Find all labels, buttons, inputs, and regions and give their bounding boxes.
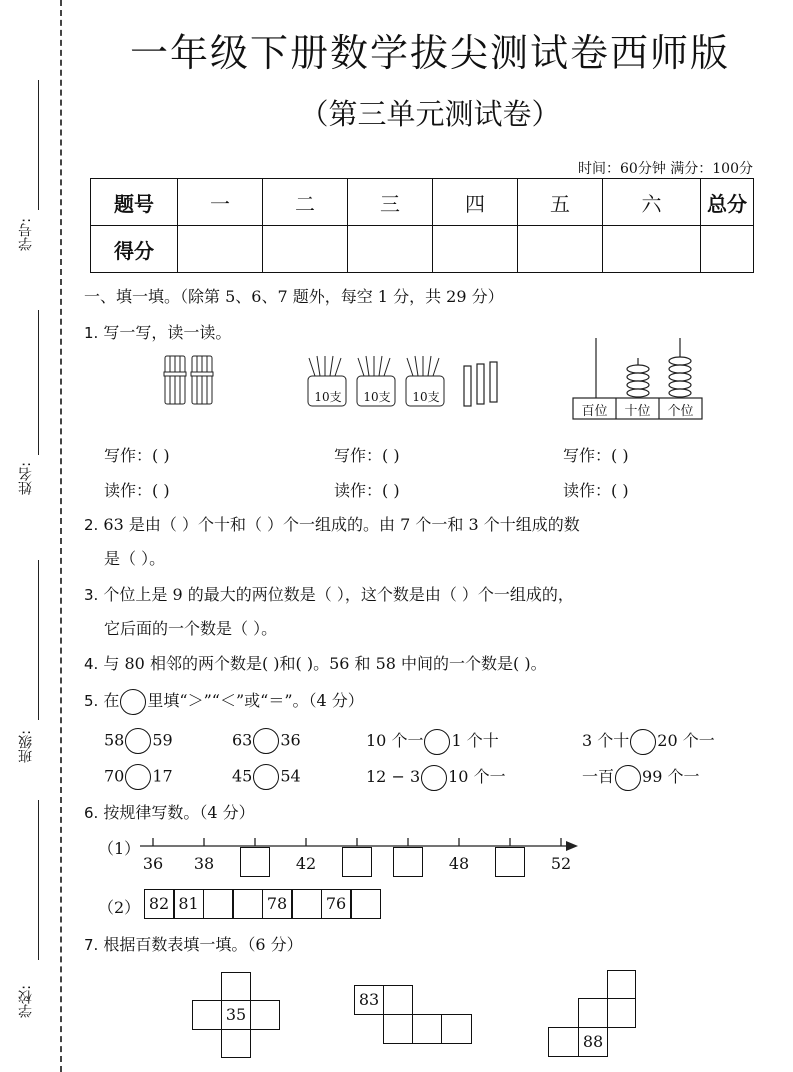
abacus-label: 百位 bbox=[581, 404, 608, 419]
grid-cell[interactable] bbox=[250, 1000, 280, 1030]
compare-circle[interactable] bbox=[125, 728, 151, 754]
grid-cell[interactable] bbox=[607, 998, 636, 1028]
grid-cell[interactable] bbox=[383, 985, 413, 1015]
grid-cell[interactable] bbox=[607, 970, 636, 999]
score-cell[interactable] bbox=[701, 226, 754, 273]
sequence-cell: 81 bbox=[174, 889, 204, 919]
part-label: （1） bbox=[98, 839, 141, 858]
compare-circle[interactable] bbox=[253, 728, 279, 754]
grid-cell[interactable] bbox=[192, 1000, 222, 1030]
name-label: 姓名: bbox=[18, 462, 34, 495]
compare-circle[interactable] bbox=[125, 764, 151, 790]
question-number: 1. bbox=[84, 324, 99, 342]
score-header-cell: 总分 bbox=[701, 179, 754, 226]
grid-cell[interactable] bbox=[221, 972, 251, 1001]
answer-box[interactable] bbox=[240, 847, 270, 877]
question-text: 个位上是 9 的最大的两位数是（ ），这个数是由（ ）个一组成的， bbox=[103, 585, 574, 604]
score-row bbox=[91, 226, 754, 273]
score-header-cell: 五 bbox=[518, 179, 603, 226]
question-number: 2. bbox=[84, 516, 99, 534]
question-2 bbox=[84, 512, 580, 535]
grid-cell-given: 83 bbox=[354, 985, 384, 1015]
compare-item: 10 个一 1 个十 bbox=[366, 728, 499, 755]
score-header-row bbox=[91, 179, 754, 226]
write-answer[interactable]: 写作：( ) bbox=[563, 446, 629, 465]
compare-item: 70 17 bbox=[104, 764, 173, 790]
bundle-label: 10支 bbox=[363, 390, 391, 404]
page-subtitle: （第三单元测试卷） bbox=[299, 97, 561, 131]
question-text: 它后面的一个数是（ ）。 bbox=[104, 619, 278, 638]
compare-item: 45 54 bbox=[232, 764, 301, 790]
score-cell[interactable] bbox=[263, 226, 348, 273]
score-header-cell: 题号 bbox=[91, 179, 178, 226]
answer-cell[interactable] bbox=[203, 889, 233, 919]
score-cell[interactable] bbox=[433, 226, 518, 273]
score-header-cell: 三 bbox=[348, 179, 433, 226]
grid-cell[interactable] bbox=[412, 1014, 442, 1044]
question-7 bbox=[84, 932, 303, 955]
sequence-cell: 82 bbox=[144, 889, 174, 919]
answer-box[interactable] bbox=[342, 847, 372, 877]
question-5 bbox=[84, 688, 364, 715]
question-4 bbox=[84, 651, 547, 674]
compare-item: 12 − 3 10 个一 bbox=[366, 764, 506, 791]
grid-cell[interactable] bbox=[221, 1029, 251, 1058]
tick-label: 42 bbox=[295, 854, 317, 873]
answer-cell[interactable] bbox=[292, 889, 322, 919]
tick-label: 48 bbox=[448, 854, 470, 873]
name-line bbox=[38, 310, 39, 455]
sequence-cell: 78 bbox=[262, 889, 292, 919]
compare-item: 63 36 bbox=[232, 728, 301, 754]
pencils-icon bbox=[460, 360, 502, 410]
question-number: 7. bbox=[84, 936, 99, 954]
grid-cell[interactable] bbox=[383, 1014, 413, 1044]
school-line bbox=[38, 800, 39, 960]
question-number: 6. bbox=[84, 804, 99, 822]
question-6 bbox=[84, 800, 255, 823]
part-label: （2） bbox=[98, 898, 141, 917]
read-answer[interactable]: 读作：( ) bbox=[334, 481, 400, 500]
grid-cell-given: 88 bbox=[578, 1027, 608, 1057]
question-text: 是（ ）。 bbox=[104, 549, 166, 568]
compare-circle[interactable] bbox=[615, 765, 641, 791]
student-no-line bbox=[38, 80, 39, 210]
score-header-cell: 二 bbox=[263, 179, 348, 226]
page-title: 一年级下册数学拔尖测试卷西师版 bbox=[129, 31, 730, 75]
score-cell[interactable] bbox=[348, 226, 433, 273]
compare-circle[interactable] bbox=[253, 764, 279, 790]
time-info: 时间：60分钟 满分：100分 bbox=[578, 161, 753, 177]
score-cell[interactable] bbox=[518, 226, 603, 273]
compare-circle[interactable] bbox=[630, 729, 656, 755]
answer-cell[interactable] bbox=[233, 889, 263, 919]
tick-label: 38 bbox=[193, 854, 215, 873]
score-header-cell: 六 bbox=[603, 179, 701, 226]
compare-item: 3 个十 20 个一 bbox=[582, 728, 715, 755]
question-text: 根据百数表填一填。（6 分） bbox=[103, 935, 303, 954]
score-header-cell: 四 bbox=[433, 179, 518, 226]
question-text: 与 80 相邻的两个数是( )和( )。56 和 58 中间的一个数是( )。 bbox=[103, 654, 547, 673]
question-text: 按规律写数。（4 分） bbox=[103, 803, 255, 822]
school-label: 学校: bbox=[18, 985, 34, 1018]
compare-circle[interactable] bbox=[421, 765, 447, 791]
score-table bbox=[90, 178, 754, 273]
question-3 bbox=[84, 582, 574, 605]
write-answer[interactable]: 写作：( ) bbox=[334, 446, 400, 465]
abacus-label: 十位 bbox=[624, 404, 651, 419]
answer-box[interactable] bbox=[495, 847, 525, 877]
write-answer[interactable]: 写作：( ) bbox=[104, 446, 170, 465]
question-text: 在 bbox=[103, 691, 120, 710]
bundle-label: 10支 bbox=[412, 390, 440, 404]
score-header-cell: 一 bbox=[178, 179, 263, 226]
question-text: 写一写，读一读。 bbox=[103, 323, 232, 342]
score-cell[interactable] bbox=[178, 226, 263, 273]
score-row-label: 得分 bbox=[91, 226, 178, 273]
question-1 bbox=[84, 320, 231, 343]
abacus-label: 个位 bbox=[667, 404, 694, 419]
compare-item: 一百 99 个一 bbox=[582, 764, 699, 791]
question-number: 4. bbox=[84, 655, 99, 673]
compare-circle-icon bbox=[120, 689, 146, 715]
class-line bbox=[38, 560, 39, 720]
student-no-label: 学号: bbox=[18, 218, 34, 251]
cut-line bbox=[60, 0, 62, 1072]
compare-circle[interactable] bbox=[424, 729, 450, 755]
grid-cell-given: 35 bbox=[221, 1000, 251, 1030]
class-label: 班级: bbox=[18, 730, 34, 763]
grid-cell[interactable] bbox=[441, 1014, 472, 1044]
section-title: 一、填一填。（除第 5、6、7 题外，每空 1 分，共 29 分） bbox=[84, 287, 504, 306]
score-cell[interactable] bbox=[603, 226, 701, 273]
question-text: 63 是由（ ）个十和（ ）个一组成的。由 7 个一和 3 个十组成的数 bbox=[103, 515, 580, 534]
question-number: 5. bbox=[84, 692, 99, 710]
tick-label: 36 bbox=[142, 854, 164, 873]
tick-label: 52 bbox=[550, 854, 572, 873]
sequence-cell: 76 bbox=[321, 889, 351, 919]
read-answer[interactable]: 读作：( ) bbox=[563, 481, 629, 500]
answer-cell[interactable] bbox=[351, 889, 381, 919]
bundle-label: 10支 bbox=[314, 390, 342, 404]
compare-item: 58 59 bbox=[104, 728, 173, 754]
stick-bundles-icon bbox=[160, 352, 220, 410]
grid-cell[interactable] bbox=[578, 998, 608, 1028]
read-answer[interactable]: 读作：( ) bbox=[104, 481, 170, 500]
grid-cell[interactable] bbox=[548, 1027, 579, 1057]
answer-box[interactable] bbox=[393, 847, 423, 877]
question-number: 3. bbox=[84, 586, 99, 604]
question-text: 里填“＞”“＜”或“＝”。（4 分） bbox=[147, 691, 364, 710]
